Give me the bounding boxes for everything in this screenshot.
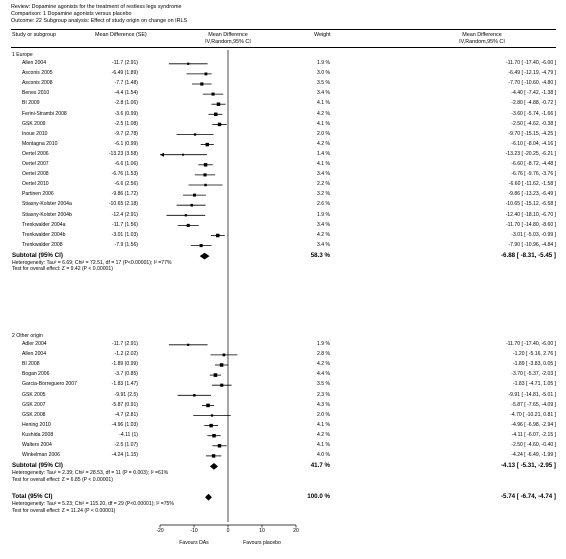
study-md-se: -11.7 (2.91): [112, 60, 138, 66]
study-weight: 1.9 %: [316, 341, 330, 347]
study-name: Garcia-Borreguero 2007: [22, 381, 77, 388]
study-point: [223, 354, 226, 357]
study-name: Trenkwalder 2004b: [22, 231, 66, 238]
study-name: BI 2008: [22, 361, 40, 368]
study-md-se: -9.86 (1.72): [111, 191, 138, 198]
study-name: Allen 2004: [22, 351, 47, 358]
study-md-se: -6.6 (1.06): [114, 161, 138, 167]
study-point: [193, 394, 195, 396]
study-weight: 4.1 %: [316, 421, 330, 428]
study-md-se: -13.23 (3.58): [108, 150, 138, 157]
study-weight: 1.4 %: [316, 150, 330, 157]
study-md-se: -3.6 (0.99): [114, 110, 138, 117]
total-label: Total (95% CI): [12, 493, 53, 500]
study-weight: 3.4 %: [316, 221, 330, 228]
heterogeneity-text: Heterogeneity: Tau² = 6.69; Chi² = 72.51, df = 17 (P<0.00001); I² =77%: [12, 259, 172, 266]
study-point: [217, 102, 220, 105]
study-name: Oertel 2006: [22, 150, 49, 157]
study-md-se: -5.87 (0.91): [111, 401, 138, 408]
study-ci: -7.90 [ -10.96, -4.84 ]: [508, 241, 556, 248]
study-md-se: -2.5 (1.07): [114, 442, 138, 448]
study-point: [211, 414, 213, 416]
study-md-se: -4.4 (1.54): [114, 90, 138, 97]
total-weight: 100.0 %: [307, 493, 330, 500]
study-weight: 4.2 %: [316, 140, 330, 147]
study-name: Asconis 2008: [22, 80, 53, 87]
ci-arrow: [160, 153, 164, 157]
study-weight: 4.1 %: [316, 161, 330, 167]
study-md-se: -2.5 (1.08): [114, 120, 138, 127]
study-name: Hening 2010: [22, 421, 51, 428]
study-weight: 1.9 %: [316, 211, 330, 218]
col-plot-header: Mean Difference: [208, 32, 248, 38]
study-weight: 2.2 %: [316, 181, 330, 188]
study-weight: 2.3 %: [316, 391, 330, 398]
col-study-header: Study or subgroup: [12, 32, 57, 38]
study-md-se: -4.11 (1): [119, 431, 138, 438]
study-md-se: -1.83 (1.47): [111, 381, 138, 388]
heterogeneity-text: Heterogeneity: Tau² = 2.39; Chi² = 28.53, df = 11 (P = 0.003); I² =61%: [12, 470, 169, 477]
subtotal-ci: -4.13 [ -5.31, -2.95 ]: [500, 462, 556, 470]
study-md-se: -6.1 (0.99): [114, 140, 138, 147]
group-title: 2 Other origin: [12, 333, 43, 339]
study-ci: -4.11 [ -6.07, -2.15 ]: [511, 431, 556, 438]
study-weight: 3.5 %: [316, 80, 330, 87]
group-title: 1 Europe: [12, 52, 33, 58]
study-name: Adler 2004: [22, 341, 47, 347]
total-diamond: [205, 494, 212, 501]
study-md-se: -4.96 (1.03): [111, 421, 138, 428]
study-weight: 2.0 %: [316, 130, 330, 137]
study-md-se: -3.01 (1.03): [111, 231, 138, 238]
study-md-se: -11.7 (1.56): [112, 221, 138, 228]
study-md-se: -1.2 (2.02): [114, 351, 138, 358]
study-md-se: -2.8 (1.06): [114, 100, 138, 107]
subtotal-diamond: [210, 463, 218, 470]
study-ci: -9.70 [ -15.15, -4.25 ]: [508, 130, 556, 137]
favours-left-label: Favours DAs: [179, 540, 209, 546]
study-ci: -4.40 [ -7.42, -1.38 ]: [511, 90, 556, 97]
study-point: [185, 214, 187, 216]
study-point: [205, 72, 208, 75]
study-point: [187, 344, 189, 346]
study-ci: -12.40 [ -18.10, -6.70 ]: [505, 211, 556, 218]
study-md-se: -6.76 (1.53): [111, 171, 138, 178]
study-weight: 3.5 %: [316, 381, 330, 388]
study-point: [204, 163, 207, 166]
study-name: GSK 2008: [22, 411, 46, 418]
study-point: [206, 404, 210, 408]
study-md-se: -6.6 (2.56): [114, 181, 138, 188]
study-point: [206, 143, 210, 147]
study-weight: 3.0 %: [316, 70, 330, 77]
study-point: [216, 234, 220, 238]
study-ci: -10.65 [ -15.12, -6.58 ]: [505, 201, 556, 208]
study-weight: 2.8 %: [316, 351, 330, 358]
study-md-se: -7.9 (1.56): [114, 241, 138, 248]
study-point: [212, 434, 216, 438]
outcome-title: Outcome: 22 Subgroup analysis: Effect of study origin on change on IRLS: [11, 18, 188, 24]
col-weight-header: Weight: [314, 32, 331, 38]
study-name: Bogan 2006: [22, 371, 50, 378]
study-point: [212, 454, 215, 457]
study-weight: 2.6 %: [316, 201, 330, 208]
study-md-se: -12.4 (2.91): [111, 211, 138, 218]
study-point: [193, 194, 196, 197]
study-name: Walters 2004: [22, 442, 52, 448]
study-weight: 3.4 %: [316, 241, 330, 248]
study-md-se: -10.65 (2.18): [108, 201, 138, 208]
study-ci: -3.70 [ -5.37, -2.03 ]: [511, 371, 556, 378]
study-point: [209, 424, 212, 427]
x-tick-label: 20: [293, 528, 299, 534]
study-weight: 4.2 %: [316, 361, 330, 368]
study-md-se: -3.7 (0.85): [114, 371, 138, 378]
study-point: [200, 82, 203, 85]
study-name: Oertel 2008: [22, 171, 49, 178]
study-ci: -11.70 [ -14.80, -8.60 ]: [505, 221, 556, 228]
study-point: [214, 373, 218, 377]
study-name: Trenkwalder 2004a: [22, 221, 66, 228]
study-name: Stiasny-Kolster 2004b: [22, 211, 72, 218]
study-weight: 4.2 %: [316, 431, 330, 438]
study-point: [187, 224, 190, 227]
col-ci-header: Mean Difference: [462, 32, 502, 38]
study-ci: -11.70 [ -17.40, -6.00 ]: [505, 341, 556, 347]
study-md-se: -4.7 (2.81): [114, 411, 138, 418]
study-point: [200, 244, 203, 247]
study-name: Stiasny-Kolster 2004a: [22, 201, 72, 208]
study-name: Winkelman 2006: [22, 452, 60, 459]
study-point: [194, 133, 196, 135]
study-ci: -11.70 [ -17.40, -6.00 ]: [505, 60, 556, 66]
study-name: Kushida 2008: [22, 431, 54, 438]
study-point: [187, 63, 189, 65]
total-ci: -5.74 [ -6.74, -4.74 ]: [500, 493, 556, 500]
study-ci: -3.60 [ -5.74, -1.66 ]: [511, 110, 556, 117]
study-point: [218, 444, 221, 447]
study-weight: 4.2 %: [316, 231, 330, 238]
study-ci: -1.20 [ -5.16, 2.76 ]: [512, 351, 556, 358]
study-md-se: -11.7 (2.91): [112, 341, 138, 347]
study-point: [218, 123, 221, 126]
comparison-title: Comparison: 1 Dopamine agonists versus placebo: [11, 11, 132, 17]
study-name: BI 2009: [22, 100, 40, 107]
study-ci: -6.60 [ -8.72, -4.48 ]: [511, 161, 556, 167]
subtotal-label: Subtotal (95% CI): [12, 251, 63, 259]
study-ci: -6.76 [ -9.76, -3.76 ]: [511, 171, 556, 178]
study-name: Allen 2004: [22, 60, 47, 66]
study-ci: -2.50 [ -4.62, -0.38 ]: [511, 120, 556, 127]
favours-right-label: Favours placebo: [243, 540, 281, 546]
study-weight: 4.1 %: [316, 442, 330, 448]
study-ci: -3.01 [ -5.03, -0.99 ]: [511, 231, 556, 238]
study-ci: -1.83 [ -4.71, 1.05 ]: [512, 381, 556, 388]
study-weight: 4.3 %: [316, 401, 330, 408]
study-point: [182, 154, 184, 156]
study-ci: -9.91 [ -14.81, -5.01 ]: [508, 391, 556, 398]
study-md-se: -1.89 (0.99): [111, 361, 138, 368]
subtotal-diamond: [200, 253, 210, 260]
study-name: Ferini-Strambi 2008: [22, 110, 67, 117]
study-point: [220, 363, 224, 367]
study-weight: 3.4 %: [316, 90, 330, 97]
study-md-se: -4.24 (1.15): [111, 452, 138, 459]
study-ci: -2.80 [ -4.88, -0.72 ]: [511, 100, 556, 107]
study-ci: -9.86 [ -13.23, -6.49 ]: [508, 191, 556, 198]
study-ci: -2.50 [ -4.60, -0.40 ]: [511, 442, 556, 448]
study-name: GSK 2007: [22, 401, 46, 408]
overall-effect-text: Test for overall effect: Z = 6.85 (P < 0.00001): [12, 476, 113, 483]
study-point: [203, 173, 206, 176]
x-tick-label: -10: [190, 528, 198, 534]
study-md-se: -9.7 (2.78): [114, 130, 138, 137]
study-ci: -5.87 [ -7.65, -4.09 ]: [511, 401, 556, 408]
study-weight: 4.4 %: [316, 371, 330, 378]
study-name: Trenkwalder 2008: [22, 241, 63, 248]
study-weight: 4.1 %: [316, 100, 330, 107]
study-name: Benes 2010: [22, 90, 50, 97]
study-name: GSK 2005: [22, 391, 46, 398]
study-weight: 4.2 %: [316, 110, 330, 117]
col-plot-subheader: IV,Random,95% CI: [205, 39, 251, 45]
subtotal-weight: 58.3 %: [310, 251, 330, 259]
study-md-se: -6.49 (1.89): [111, 70, 138, 77]
study-ci: -1.89 [ -3.83, 0.05 ]: [512, 361, 556, 368]
study-ci: -7.70 [ -10.60, -4.80 ]: [508, 80, 556, 87]
study-point: [212, 93, 215, 96]
study-point: [220, 384, 223, 387]
study-name: Oertel 2010: [22, 181, 49, 188]
review-title: Review: Dopamine agonists for the treatment of restless legs syndrome: [11, 4, 182, 10]
x-tick-label: 0: [226, 528, 230, 534]
study-weight: 3.2 %: [316, 191, 330, 198]
col-ci-subheader: IV,Random,95% CI: [459, 39, 505, 45]
total-heterogeneity-text: Heterogeneity: Tau² = 5.23; Chi² = 115.20, df = 29 (P<0.00001); I² =75%: [12, 501, 174, 507]
study-name: Asconis 2005: [22, 70, 53, 77]
study-weight: 4.1 %: [316, 120, 330, 127]
study-ci: -13.23 [ -20.25, -6.21 ]: [505, 150, 556, 157]
overall-effect-text: Test for overall effect: Z = 9.42 (P < 0.00001): [12, 266, 113, 273]
study-point: [214, 113, 218, 117]
subtotal-ci: -6.88 [ -8.31, -5.45 ]: [500, 251, 556, 259]
subtotal-label: Subtotal (95% CI): [12, 462, 63, 470]
study-name: Oertel 2007: [22, 161, 49, 167]
study-weight: 4.0 %: [316, 452, 330, 459]
study-ci: -4.24 [ -6.49, -1.99 ]: [511, 452, 556, 459]
col-md-se-header: Mean Difference (SE): [95, 32, 147, 38]
study-name: Partinen 2006: [22, 191, 54, 198]
study-name: Montagna 2010: [22, 140, 58, 147]
study-weight: 1.9 %: [316, 60, 330, 66]
subtotal-weight: 41.7 %: [310, 462, 330, 470]
study-ci: -4.96 [ -6.98, -2.94 ]: [511, 421, 556, 428]
study-ci: -6.60 [ -11.62, -1.58 ]: [508, 181, 556, 188]
study-name: Inoue 2010: [22, 130, 48, 137]
x-tick-label: 10: [259, 528, 265, 534]
study-md-se: -9.91 (2.5): [114, 391, 138, 398]
x-tick-label: -20: [156, 528, 164, 534]
study-point: [204, 184, 206, 186]
total-overall-effect-text: Test for overall effect: Z = 11.24 (P < 0.00001): [12, 507, 116, 514]
study-ci: -6.49 [ -12.19, -4.79 ]: [508, 70, 556, 77]
study-md-se: -7.7 (1.48): [114, 80, 138, 87]
study-weight: 3.4 %: [316, 171, 330, 178]
study-weight: 2.0 %: [316, 411, 330, 418]
study-point: [190, 204, 193, 207]
study-name: GSK 2009: [22, 120, 46, 127]
study-ci: -6.10 [ -8.04, -4.16 ]: [511, 140, 556, 147]
study-ci: -4.70 [ -10.21, 0.81 ]: [510, 411, 556, 418]
